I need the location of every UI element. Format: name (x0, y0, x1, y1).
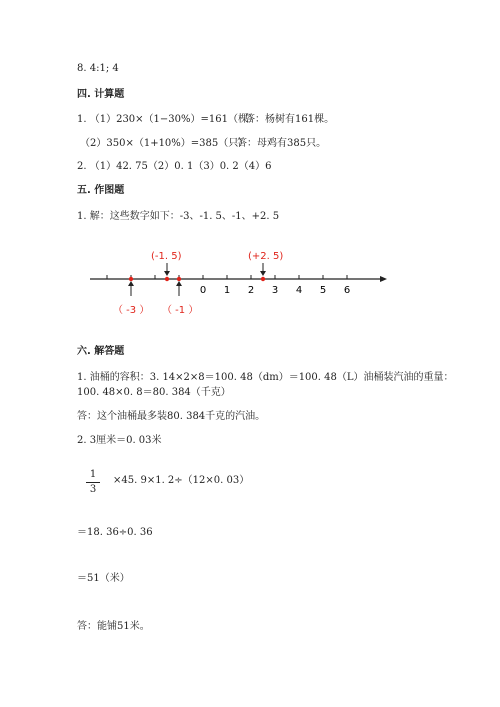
number-line-arrowhead (380, 276, 387, 282)
section-heading-5: 五. 作图题 (77, 185, 125, 196)
calc-1-2-answer: 答：母鸡有385只。 (237, 138, 327, 149)
marked-point (129, 277, 133, 281)
solution-2-line-1: 2. 3厘米＝0. 03米 (77, 435, 162, 446)
number-line (80, 240, 400, 330)
solution-2-step-2: ＝51（米） (77, 573, 130, 584)
solution-2-expression: ×45. 9×1. 2÷（12×0. 03） (113, 475, 250, 486)
section-heading-6: 六. 解答题 (77, 346, 125, 357)
calc-1-1: 1. （1）230×（1−30%）=161（棵） (77, 114, 258, 125)
marked-point (177, 277, 181, 281)
tick-label: 0 (199, 285, 207, 296)
marked-point (261, 277, 265, 281)
solution-1-line-1: 1. 油桶的容积：3. 14×2×8＝100. 48（dm）＝100. 48（L）油桶装汽油的重量： (77, 372, 454, 383)
calc-1-2: （2）350×（1+10%）=385（只） (80, 138, 249, 149)
tick-label: 1 (223, 285, 231, 296)
fraction-numerator: 1 (89, 469, 97, 480)
fraction-one-third (86, 469, 100, 496)
calc-1-1-answer: 答：杨树有161棵。 (245, 114, 335, 125)
number-line-ticks (107, 275, 350, 296)
tick-label: 4 (295, 285, 303, 296)
drawing-answer: 1. 解：这些数字如下：-3、-1. 5、-1、+2. 5 (77, 211, 280, 222)
answer-line-8: 8. 4:1; 4 (77, 63, 119, 74)
arrow-pos2-5-head (260, 271, 266, 276)
label-neg1-5: (-1. 5) (151, 251, 182, 262)
label-pos2-5: (+2. 5) (248, 251, 284, 262)
tick-label: 2 (247, 285, 255, 296)
label-neg1: （ -1 ） (162, 305, 199, 316)
arrow-neg3-head (128, 281, 134, 286)
solution-1-line-2: 100. 48×0. 8＝80. 384（千克） (77, 387, 231, 398)
solution-2-step-1: ＝18. 36÷0. 36 (77, 527, 153, 538)
tick-label: 3 (271, 285, 279, 296)
tick-label: 5 (319, 285, 327, 296)
marked-point (165, 277, 169, 281)
label-neg3: （ -3 ） (113, 305, 150, 316)
solution-2-answer: 答：能铺51米。 (77, 621, 150, 632)
tick-label: 6 (343, 285, 351, 296)
section-heading-4: 四. 计算题 (77, 89, 125, 100)
arrow-neg1-5-head (164, 271, 170, 276)
arrow-neg1-head (176, 281, 182, 286)
calc-2: 2. （1）42. 75（2）0. 1（3）0. 2（4）6 (77, 161, 272, 172)
fraction-denominator: 3 (89, 484, 97, 495)
solution-1-answer: 答：这个油桶最多装80. 384千克的汽油。 (77, 411, 266, 422)
